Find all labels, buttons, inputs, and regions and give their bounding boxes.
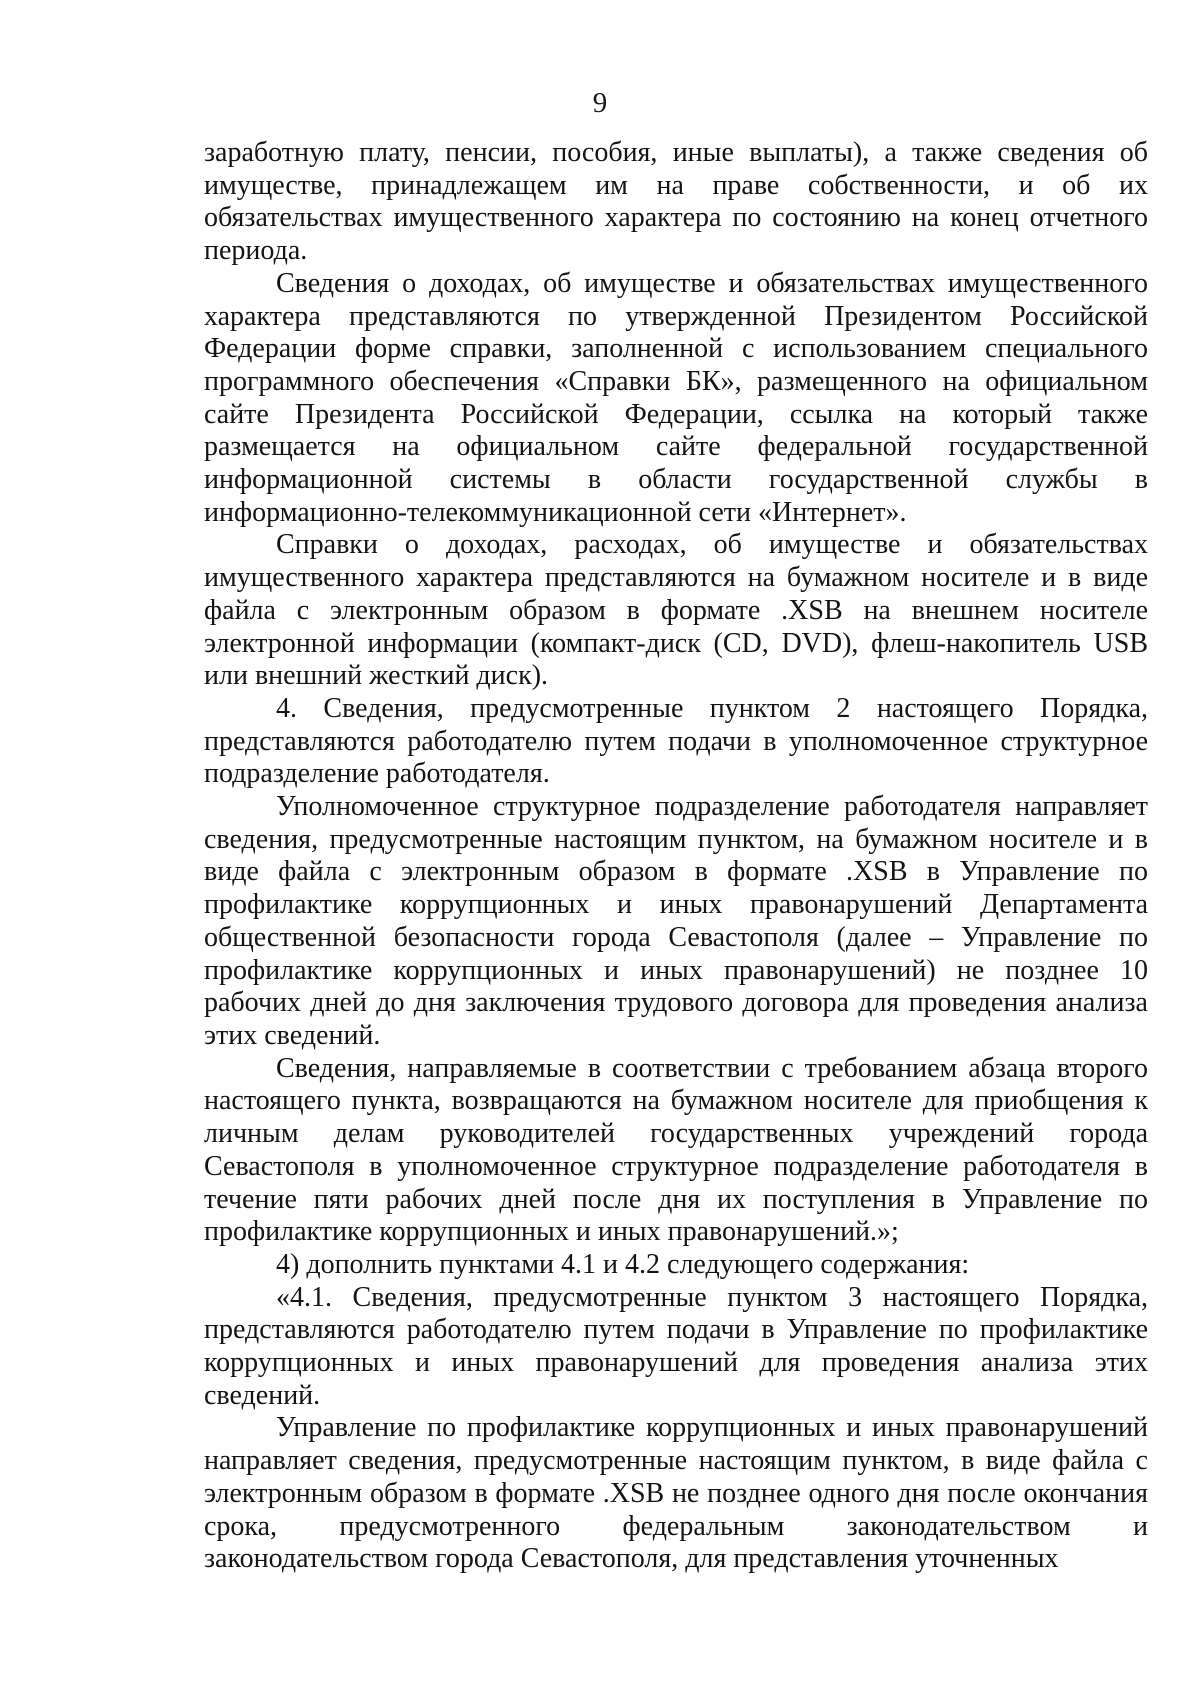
paragraph-authorized-unit-forwards: Уполномоченное структурное подразделение работодателя направляет сведения, предусмотренные настоящим пунктом, на бумажном носителе и в виде файла с электронным образом в формате .XSB в Управление по профилактике коррупционных и иных правонарушений Департамента общественной безопасности города Севастополя (далее – Управление по профилактике коррупционных и иных правонарушений) не позднее 10 рабочих дней до дня заключения трудового договора для проведения анализа этих сведений.: [204, 791, 1148, 1051]
paragraph-continuation-income-property: заработную плату, пенсии, пособия, иные выплаты), а также сведения об имуществе, принадлежащем им на праве собственности, и об их обязательствах имущественного характера по состоянию на конец отчетного периода.: [204, 137, 1148, 267]
paragraph-income-property-form: Сведения о доходах, об имуществе и обязательствах имущественного характера представляются по утвержденной Президентом Российской Федерации форме справки, заполненной с использованием специального программного обеспечения «Справки БК», размещенного на официальном сайте Президента Российской Федерации, ссылка на который также размещается на официальном сайте федеральной государственной информационной системы в области государственной службы в информационно-телекоммуникационной сети «Интернет».: [204, 267, 1148, 528]
paragraph-directorate-forwards: Управление по профилактике коррупционных и иных правонарушений направляет сведения, предусмотренные настоящим пунктом, в виде файла с электронным образом в формате .XSB не позднее одного дня после окончания срока, предусмотренного федеральным законодательством и законодательством города Севастополя, для представления уточненных: [204, 1412, 1148, 1575]
paragraph-item-4-1: «4.1. Сведения, предусмотренные пунктом 3 настоящего Порядка, представляются работодателю путем подачи в Управление по профилактике коррупционных и иных правонарушений для проведения анализа этих сведений.: [204, 1281, 1148, 1411]
paragraph-item-4: 4. Сведения, предусмотренные пунктом 2 настоящего Порядка, представляются работодателю путем подачи в уполномоченное структурное подразделение работодателя.: [204, 692, 1148, 790]
paragraph-information-returned: Сведения, направляемые в соответствии с требованием абзаца второго настоящего пункта, возвращаются на бумажном носителе для приобщения к личным делам руководителей государственных учреждений города Севастополя в уполномоченное структурное подразделение работодателя в течение пяти рабочих дней после дня их поступления в Управление по профилактике коррупционных и иных правонарушений.»;: [204, 1052, 1148, 1248]
paragraph-paper-and-xsb-file: Справки о доходах, расходах, об имуществе и обязательствах имущественного характера представляются на бумажном носителе и в виде файла с электронным образом в формате .XSB на внешнем носителе электронной информации (компакт-диск (CD, DVD), флеш-накопитель USB или внешний жесткий диск).: [204, 529, 1148, 692]
paragraph-amendment-4: 4) дополнить пунктами 4.1 и 4.2 следующего содержания:: [276, 1248, 970, 1280]
page-number: 9: [592, 87, 608, 119]
document-body: [204, 137, 1148, 1576]
